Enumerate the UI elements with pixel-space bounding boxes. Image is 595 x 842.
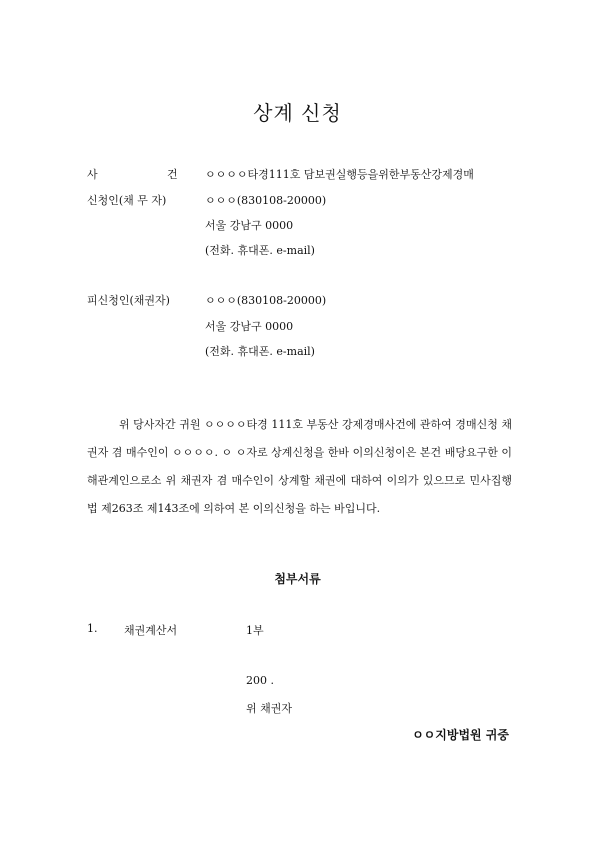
applicant-name-id: ㅇㅇㅇ(830108-20000) bbox=[205, 194, 327, 207]
case-value: ㅇㅇㅇㅇ타경111호 담보권실행등을위한부동산강제경매 bbox=[205, 168, 474, 181]
case-label-part2: 건 bbox=[167, 168, 178, 181]
respondent-name-id: ㅇㅇㅇ(830108-20000) bbox=[205, 294, 327, 307]
applicant-label: 신청인(채 무 자) bbox=[87, 194, 167, 207]
document-title: 상계 신청 bbox=[253, 101, 342, 125]
applicant-contact: (전화. 휴대폰. e-mail) bbox=[205, 244, 315, 257]
signer-line: 위 채권자 bbox=[246, 702, 293, 715]
attachment-number: 1. bbox=[87, 622, 98, 635]
applicant-address: 서울 강남구 0000 bbox=[205, 219, 294, 232]
case-label-part1: 사 bbox=[87, 168, 98, 181]
body-text: 위 당사자간 귀원 ㅇㅇㅇㅇ타경 111호 부동산 강제경매사건에 관하여 경매신청 채권자 겸 매수인이 ㅇㅇㅇㅇ. ㅇ ㅇ자로 상계신청을 한바 이의신청이은 본건 배당요구한 이해관계인으로소 위 채권자 겸 매수인이 상계할 채권에 대하여 이의가 있으므로 민사집행법 제263조 제143조에 의하여 본 이의신청을 하는 바입니다. bbox=[87, 418, 512, 515]
court-addressee: ㅇㅇ지방법원 귀중 bbox=[412, 728, 509, 742]
attachments-title: 첨부서류 bbox=[274, 572, 321, 586]
respondent-address: 서울 강남구 0000 bbox=[205, 320, 294, 333]
respondent-contact: (전화. 휴대폰. e-mail) bbox=[205, 345, 315, 358]
respondent-label: 피신청인(채권자) bbox=[87, 294, 170, 307]
attachment-count: 1부 bbox=[246, 624, 264, 637]
body-paragraph bbox=[87, 411, 512, 523]
date-line: 200 . bbox=[246, 674, 274, 687]
attachment-name: 채권계산서 bbox=[124, 624, 178, 637]
